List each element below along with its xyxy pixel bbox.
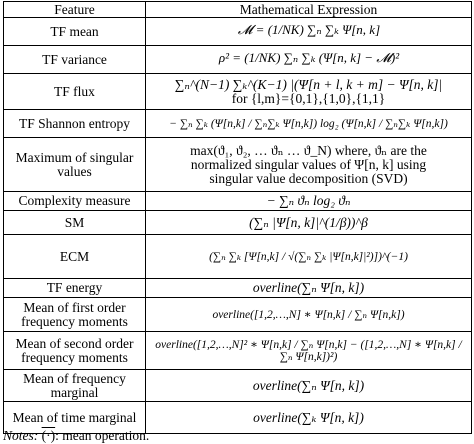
table-header-row (4, 2, 472, 18)
table-row (4, 18, 472, 46)
formula (146, 74, 472, 110)
formula-line: − ∑ₙ ϑₙ log₂ ϑₙ (266, 193, 351, 208)
formula (146, 279, 472, 298)
formula-graphic (219, 18, 399, 42)
formula (146, 298, 472, 332)
formula-line: max(ϑ₁, ϑ₂, … ϑₙ … ϑ_N) where, ϑₙ are the (190, 142, 427, 158)
formula-line: singular value decomposition (SVD) (209, 170, 408, 186)
feature-name: TF variance (4, 46, 146, 74)
formula (146, 235, 472, 279)
table-row (4, 279, 472, 298)
feature-name: Complexity measure (4, 192, 146, 211)
table-row (4, 46, 472, 74)
formula-line: − ∑ₙ ∑ₖ (Ψ[n,k] / ∑ₙ∑ₖ Ψ[n,k]) log₂ (Ψ[n,k] / ∑ₙ∑ₖ Ψ[n,k]) (169, 117, 448, 130)
feature-table (3, 1, 472, 434)
header-expression: Mathematical Expression (146, 2, 472, 18)
formula (146, 138, 472, 192)
feature-name: TF energy (4, 279, 146, 298)
formula (146, 18, 472, 46)
table-notes (3, 428, 149, 443)
formula (146, 192, 472, 211)
feature-name: Mean of second order frequency moments (4, 332, 146, 370)
formula (146, 46, 472, 74)
formula (146, 402, 472, 434)
notes-label: Notes: (3, 428, 39, 443)
formula-line: normalized singular values of Ψ[n, k] using (190, 156, 427, 172)
formula (146, 110, 472, 138)
feature-name: SM (4, 211, 146, 235)
formula-line: ∑ₙ^(N−1) ∑ₖ^(K−1) |(Ψ[n + l, k + m] − Ψ[n, k]| (174, 76, 443, 92)
formula-line: overline([1,2,…,N] ∗ Ψ[n,k] / ∑ₙ Ψ[n,k]) (212, 308, 405, 321)
formula-graphic (179, 46, 439, 70)
header-feature: Feature (4, 2, 146, 18)
table-row (4, 192, 472, 211)
formula-line: (∑ₙ ∑ₖ [Ψ[n,k] / √(∑ₙ ∑ₖ |Ψ[n,k]|²)])^(−1) (209, 250, 408, 263)
formula-text: ρ² = (1/NK) ∑ₙ ∑ₖ (Ψ[n, k] − 𝓜)² (218, 50, 399, 65)
formula-line: (∑ₙ |Ψ[n, k]|^(1/β))^β (249, 214, 368, 230)
table-row (4, 138, 472, 192)
feature-name: ECM (4, 235, 146, 279)
notes-symbol: (·) (41, 428, 56, 443)
feature-name: TF mean (4, 18, 146, 46)
formula-line: overline(∑ₙ Ψ[n, k]) (252, 377, 365, 393)
notes-text: : mean operation. (55, 428, 150, 443)
feature-name: Mean of time marginal (4, 402, 146, 434)
formula-text: 𝓜 = (1/NK) ∑ₙ ∑ₖ Ψ[n, k] (237, 22, 380, 37)
formula-line: overline(∑ₖ Ψ[n, k]) (253, 409, 364, 425)
feature-name: TF Shannon entropy (4, 110, 146, 138)
formula-line: for {l,m}={0,1},{1,0},{1,1} (231, 90, 386, 106)
formula (146, 370, 472, 402)
feature-name: Maximum of singular values (4, 138, 146, 192)
formula-line: overline([1,2,…,N]² ∗ Ψ[n,k] / ∑ₙ Ψ[n,k] − ([1,2,…,N] ∗ Ψ[n,k] / ∑ₙ Ψ[n,k])²) (155, 338, 462, 363)
table-row (4, 332, 472, 370)
feature-name: Mean of first order frequency moments (4, 298, 146, 332)
table-row (4, 298, 472, 332)
feature-name: Mean of frequency marginal (4, 370, 146, 402)
table-row (4, 74, 472, 110)
table-row (4, 370, 472, 402)
formula (146, 332, 472, 370)
table-row (4, 211, 472, 235)
table-row (4, 235, 472, 279)
feature-name: TF flux (4, 74, 146, 110)
formula-line: overline(∑ₙ Ψ[n, k]) (252, 280, 365, 295)
formula (146, 211, 472, 235)
table-row (4, 110, 472, 138)
